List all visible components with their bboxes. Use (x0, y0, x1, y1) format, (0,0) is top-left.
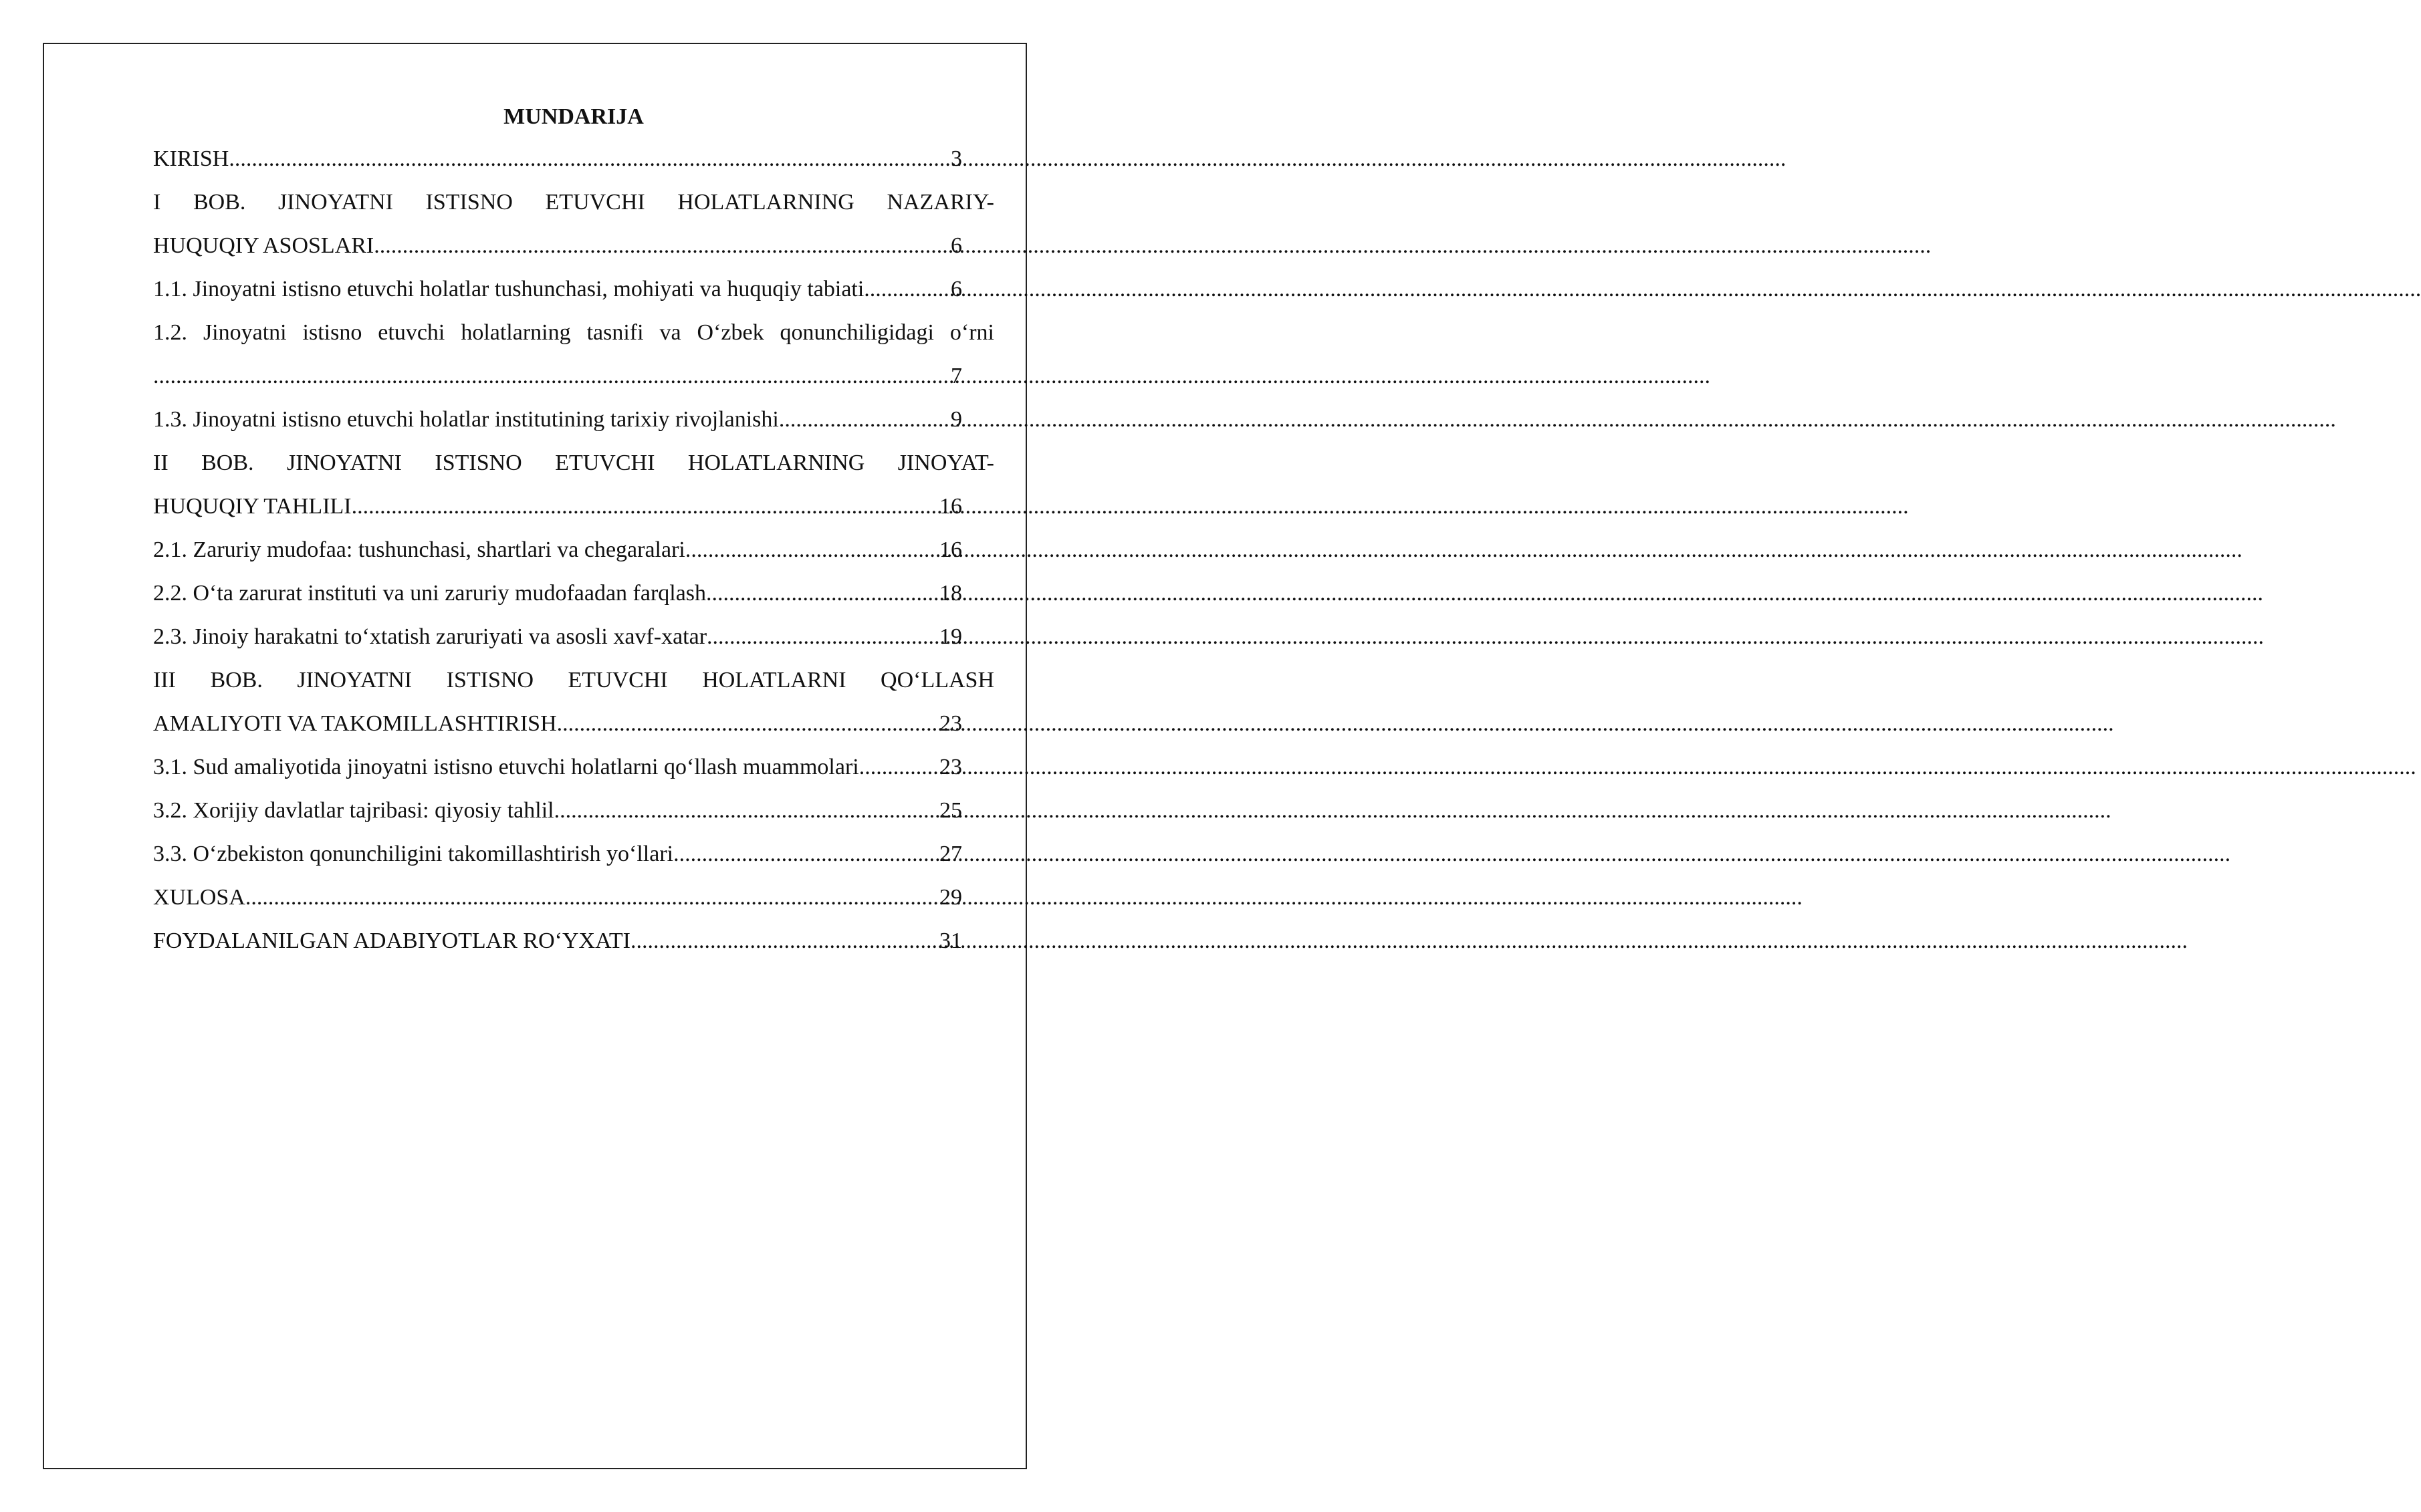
toc-entry-references[interactable] (153, 919, 994, 963)
dot-leader (229, 137, 949, 180)
toc-entry-1-2-line2[interactable] (153, 354, 994, 398)
toc-entry-text: 2.1. Zaruriy mudofaa: tushunchasi, shartlari va chegaralari (153, 537, 685, 562)
toc-entry-text: 1.2. Jinoyatni istisno etuvchi holatlarning tasnifi va O‘zbek qonunchiligidagi o‘rni (153, 320, 994, 345)
dot-leader (374, 224, 949, 267)
toc-entry-text: I BOB. JINOYATNI ISTISNO ETUVCHI HOLATLARNING NAZARIY- (153, 190, 994, 215)
dot-leader (245, 876, 938, 919)
toc-entry-chapter-1-line1[interactable] (153, 180, 994, 224)
toc-entry-kirish[interactable] (153, 137, 994, 180)
toc-page-number: 16 (939, 494, 962, 519)
toc-entry-text: 3.2. Xorijiy davlatlar tajribasi: qiyosiy tahlil (153, 798, 554, 823)
toc-entry-text: XULOSA (153, 885, 245, 910)
toc-entry-3-1[interactable] (153, 745, 994, 789)
toc-page-number: 23 (939, 711, 962, 736)
toc-page-number: 16 (939, 537, 962, 562)
toc-entry-text: 3.3. O‘zbekiston qonunchiligini takomillashtirish yo‘llari (153, 842, 674, 866)
dot-leader (554, 789, 938, 832)
dot-leader (707, 615, 938, 658)
toc-entry-text: AMALIYOTI VA TAKOMILLASHTIRISH (153, 711, 557, 736)
toc-page-number: 6 (951, 233, 962, 258)
toc-page-number: 31 (939, 928, 962, 953)
toc-page-number: 23 (939, 755, 962, 779)
toc-page-number: 19 (939, 624, 962, 649)
toc-page-number: 27 (939, 842, 962, 866)
toc-entry-3-3[interactable] (153, 832, 994, 876)
toc-page-number: 25 (939, 798, 962, 823)
dot-leader (706, 572, 938, 615)
toc-page-number: 9 (951, 407, 962, 432)
toc-entry-text: 3.1. Sud amaliyotida jinoyatni istisno etuvchi holatlarni qo‘llash muammolari (153, 755, 859, 779)
toc-entry-text: 2.2. O‘ta zarurat instituti va uni zaruriy mudofaadan farqlash (153, 581, 707, 606)
toc-entry-2-3[interactable] (153, 615, 994, 658)
dot-leader (685, 528, 938, 572)
toc-entry-chapter-2-line1[interactable] (153, 441, 994, 485)
toc-page-number: 3 (951, 146, 962, 171)
toc-entry-text: 2.3. Jinoiy harakatni to‘xtatish zaruriyati va asosli xavf-xatar (153, 624, 707, 649)
toc-entry-text: FOYDALANILGAN ADABIYOTLAR RO‘YXATI (153, 928, 630, 953)
dot-leader (557, 702, 938, 745)
toc-entry-text: 1.1. Jinoyatni istisno etuvchi holatlar tushunchasi, mohiyati va huquqiy tabiati (153, 277, 864, 301)
dot-leader (352, 485, 938, 528)
toc-title: MUNDARIJA (503, 104, 644, 129)
toc-entry-2-2[interactable] (153, 572, 994, 615)
dot-leader (859, 745, 938, 789)
toc-entry-text: 1.3. Jinoyatni istisno etuvchi holatlar institutining tarixiy rivojlanishi (153, 407, 779, 432)
toc-page-number: 7 (951, 364, 962, 388)
toc-entry-xulosa[interactable] (153, 876, 994, 919)
toc-entry-text: HUQUQIY TAHLILI (153, 494, 352, 519)
toc-entry-chapter-2-line2[interactable] (153, 485, 994, 528)
toc-entry-text: II BOB. JINOYATNI ISTISNO ETUVCHI HOLATLARNING JINOYAT- (153, 451, 994, 475)
dot-leader (779, 398, 949, 441)
toc-entry-2-1[interactable] (153, 528, 994, 572)
toc-entry-1-3[interactable] (153, 398, 994, 441)
toc-entry-chapter-1-line2[interactable] (153, 224, 994, 267)
dot-leader (673, 832, 938, 876)
dot-leader (153, 354, 949, 398)
table-of-contents (153, 97, 994, 963)
toc-entry-1-1[interactable] (153, 267, 994, 311)
toc-entry-chapter-3-line1[interactable] (153, 658, 994, 702)
dot-leader (864, 267, 949, 311)
toc-entry-3-2[interactable] (153, 789, 994, 832)
toc-entry-text: KIRISH (153, 146, 229, 171)
toc-entry-1-2-line1[interactable] (153, 311, 994, 354)
toc-page-number: 29 (939, 885, 962, 910)
dot-leader (630, 919, 938, 963)
toc-page-number: 6 (951, 277, 962, 301)
toc-page-number: 18 (939, 581, 962, 606)
toc-entry-text: HUQUQIY ASOSLARI (153, 233, 374, 258)
toc-entry-chapter-3-line2[interactable] (153, 702, 994, 745)
toc-entry-text: III BOB. JINOYATNI ISTISNO ETUVCHI HOLATLARNI QO‘LLASH (153, 668, 994, 692)
